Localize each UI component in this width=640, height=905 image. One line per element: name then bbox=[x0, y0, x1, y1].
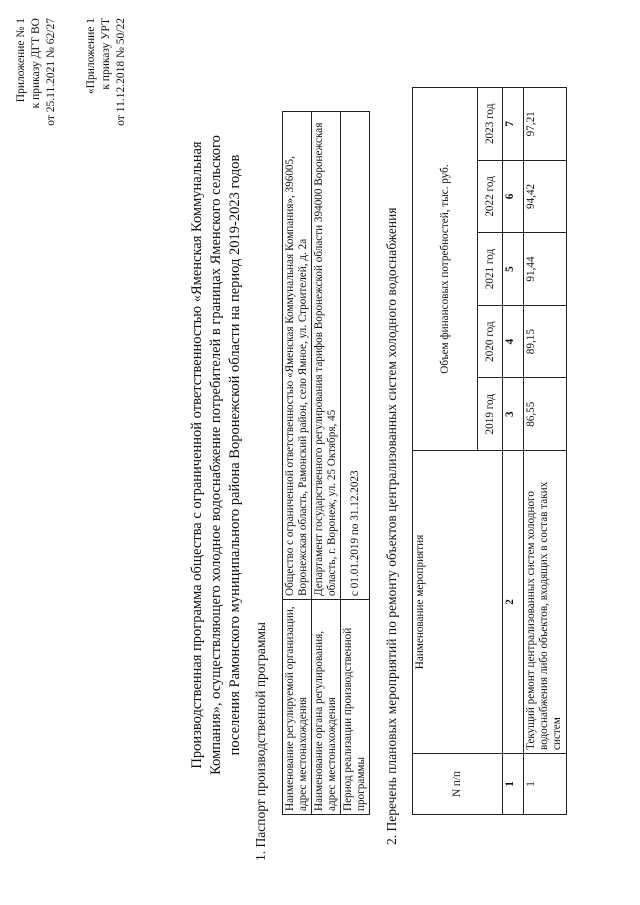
appendix-2-header bbox=[84, 18, 129, 218]
index-cell: 2 bbox=[503, 451, 524, 754]
title-line-1: Производственная программа общества с ограниченной ответственностью «Яменская Коммунальная bbox=[189, 141, 205, 769]
passport-row bbox=[283, 112, 312, 815]
passport-table bbox=[282, 111, 370, 815]
title-line-3: поселения Рамонского муниципального района Воронежской области на период 2019-2023 годов bbox=[227, 154, 243, 756]
year-header: 2021 год bbox=[478, 233, 503, 306]
row-measure-name: Текущий ремонт централизованных систем холодного водоснабжения либо объектов, входящих в состав таких систем bbox=[524, 451, 567, 754]
year-header: 2023 год bbox=[478, 88, 503, 161]
section-2-heading: 2. Перечень плановых мероприятий по ремонту объектов централизованных систем холодного водоснабжения bbox=[384, 207, 399, 845]
appendix-1-line-3: от 25.11.2021 № 62/27 bbox=[45, 18, 57, 126]
passport-value: с 01.01.2019 по 31.12.2023 bbox=[341, 112, 370, 600]
index-cell: 5 bbox=[503, 233, 524, 306]
row-value: 94,42 bbox=[524, 160, 567, 233]
col-header-number: N п/п bbox=[413, 754, 503, 815]
appendix-2-line-3: от 11.12.2018 № 50/22 bbox=[115, 18, 127, 126]
appendix-2-line-1: «Приложение 1 bbox=[85, 18, 97, 95]
col-header-name: Наименование мероприятия bbox=[413, 451, 503, 754]
section-1-heading: 1. Паспорт производственной программы bbox=[253, 622, 268, 861]
appendix-1-line-1: Приложение № 1 bbox=[15, 18, 27, 103]
index-cell: 1 bbox=[503, 754, 524, 815]
appendix-1-header bbox=[14, 18, 59, 218]
year-header: 2022 год bbox=[478, 160, 503, 233]
index-cell: 4 bbox=[503, 305, 524, 378]
year-header: 2019 год bbox=[478, 378, 503, 451]
row-number: 1 bbox=[524, 754, 567, 815]
index-cell: 3 bbox=[503, 378, 524, 451]
row-value: 89,15 bbox=[524, 305, 567, 378]
appendix-2-line-2: к приказу УРТ bbox=[100, 18, 112, 90]
passport-value: Департамент государственного регулирования тарифов Воронежской области 394000 Воронежская область, г. Воронеж, ул. 25 Октября, 45 bbox=[312, 112, 341, 600]
passport-row bbox=[312, 112, 341, 815]
passport-row bbox=[341, 112, 370, 815]
page-title bbox=[188, 75, 245, 835]
row-value: 86,55 bbox=[524, 378, 567, 451]
index-cell: 6 bbox=[503, 160, 524, 233]
title-line-2: Компания», осуществляющего холодное водоснабжение потребителей в границах Яменского сельского bbox=[208, 135, 224, 775]
index-cell: 7 bbox=[503, 88, 524, 161]
appendix-1-line-2: к приказу ДГТ ВО bbox=[30, 18, 42, 109]
col-header-volume: Объем финансовых потребностей, тыс. руб. bbox=[413, 88, 478, 451]
passport-label: Период реализации производственной программы bbox=[341, 600, 370, 815]
row-value: 91,44 bbox=[524, 233, 567, 306]
row-value: 97,21 bbox=[524, 88, 567, 161]
year-header: 2020 год bbox=[478, 305, 503, 378]
repair-measures-table bbox=[412, 87, 567, 815]
passport-value: Общество с ограниченной ответственностью «Яменская Коммунальная Компания», 396005, Воронежская область, Рамонский район, село Ямное, ул. Строителей, д. 2а bbox=[283, 112, 312, 600]
passport-label: Наименование органа регулирования, адрес местонахождения bbox=[312, 600, 341, 815]
table-index-row bbox=[503, 88, 524, 815]
passport-label: Наименование регулируемой организации, адрес местонахождения bbox=[283, 600, 312, 815]
table-header-row bbox=[413, 88, 478, 815]
table-row bbox=[524, 88, 567, 815]
